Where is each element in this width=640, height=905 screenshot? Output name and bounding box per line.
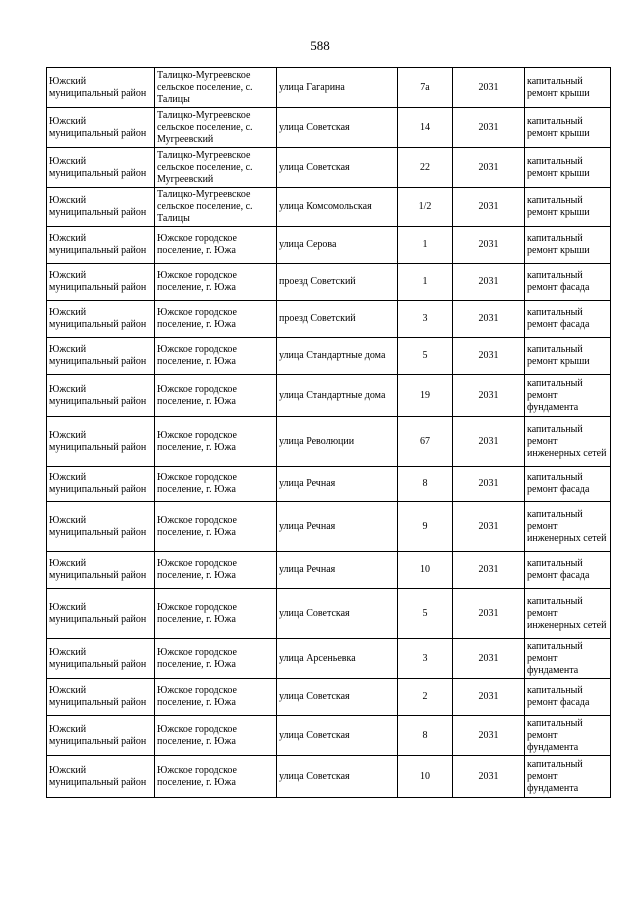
- work-type-cell: капитальный ремонт крыши: [525, 338, 611, 375]
- street-cell: улица Советская: [277, 108, 398, 148]
- district-cell: Южский муниципальный район: [47, 68, 155, 108]
- settlement-cell: Южское городское поселение, г. Южа: [155, 417, 277, 467]
- table-row: [47, 148, 611, 188]
- table-row: [47, 188, 611, 227]
- settlement-cell: Южское городское поселение, г. Южа: [155, 467, 277, 502]
- settlement-cell: Талицко-Мугреевское сельское поселение, с. Мугреевский: [155, 108, 277, 148]
- house-number-cell: 14: [398, 108, 453, 148]
- settlement-cell: Южское городское поселение, г. Южа: [155, 756, 277, 798]
- settlement-cell: Южское городское поселение, г. Южа: [155, 301, 277, 338]
- year-cell: 2031: [453, 467, 525, 502]
- work-type-cell: капитальный ремонт фасада: [525, 264, 611, 301]
- street-cell: улица Комсомольская: [277, 188, 398, 227]
- year-cell: 2031: [453, 108, 525, 148]
- year-cell: 2031: [453, 301, 525, 338]
- repair-schedule-table: [46, 67, 611, 798]
- work-type-cell: капитальный ремонт крыши: [525, 68, 611, 108]
- table-row: [47, 68, 611, 108]
- table-row: [47, 264, 611, 301]
- year-cell: 2031: [453, 679, 525, 716]
- table-row: [47, 502, 611, 552]
- house-number-cell: 7а: [398, 68, 453, 108]
- district-cell: Южский муниципальный район: [47, 467, 155, 502]
- house-number-cell: 22: [398, 148, 453, 188]
- street-cell: улица Советская: [277, 716, 398, 756]
- street-cell: улица Стандартные дома: [277, 375, 398, 417]
- district-cell: Южский муниципальный район: [47, 679, 155, 716]
- district-cell: Южский муниципальный район: [47, 375, 155, 417]
- year-cell: 2031: [453, 338, 525, 375]
- street-cell: улица Советская: [277, 148, 398, 188]
- district-cell: Южский муниципальный район: [47, 502, 155, 552]
- settlement-cell: Южское городское поселение, г. Южа: [155, 375, 277, 417]
- street-cell: улица Арсеньевка: [277, 639, 398, 679]
- house-number-cell: 67: [398, 417, 453, 467]
- house-number-cell: 2: [398, 679, 453, 716]
- work-type-cell: капитальный ремонт фасада: [525, 467, 611, 502]
- work-type-cell: капитальный ремонт фундамента: [525, 639, 611, 679]
- work-type-cell: капитальный ремонт фасада: [525, 301, 611, 338]
- work-type-cell: капитальный ремонт инженерных сетей: [525, 502, 611, 552]
- street-cell: улица Советская: [277, 679, 398, 716]
- table-row: [47, 756, 611, 798]
- table-row: [47, 227, 611, 264]
- year-cell: 2031: [453, 502, 525, 552]
- street-cell: улица Советская: [277, 589, 398, 639]
- house-number-cell: 5: [398, 589, 453, 639]
- street-cell: улица Советская: [277, 756, 398, 798]
- table-row: [47, 639, 611, 679]
- year-cell: 2031: [453, 639, 525, 679]
- house-number-cell: 1/2: [398, 188, 453, 227]
- house-number-cell: 10: [398, 756, 453, 798]
- settlement-cell: Южское городское поселение, г. Южа: [155, 227, 277, 264]
- settlement-cell: Южское городское поселение, г. Южа: [155, 552, 277, 589]
- work-type-cell: капитальный ремонт фасада: [525, 552, 611, 589]
- year-cell: 2031: [453, 756, 525, 798]
- work-type-cell: капитальный ремонт фасада: [525, 679, 611, 716]
- settlement-cell: Южское городское поселение, г. Южа: [155, 338, 277, 375]
- street-cell: проезд Советский: [277, 264, 398, 301]
- table-row: [47, 108, 611, 148]
- settlement-cell: Южское городское поселение, г. Южа: [155, 589, 277, 639]
- house-number-cell: 9: [398, 502, 453, 552]
- year-cell: 2031: [453, 227, 525, 264]
- table-row: [47, 417, 611, 467]
- house-number-cell: 10: [398, 552, 453, 589]
- district-cell: Южский муниципальный район: [47, 301, 155, 338]
- district-cell: Южский муниципальный район: [47, 227, 155, 264]
- table-row: [47, 716, 611, 756]
- street-cell: улица Стандартные дома: [277, 338, 398, 375]
- table-row: [47, 467, 611, 502]
- work-type-cell: капитальный ремонт инженерных сетей: [525, 589, 611, 639]
- settlement-cell: Южское городское поселение, г. Южа: [155, 502, 277, 552]
- house-number-cell: 19: [398, 375, 453, 417]
- work-type-cell: капитальный ремонт крыши: [525, 227, 611, 264]
- settlement-cell: Талицко-Мугреевское сельское поселение, с. Мугреевский: [155, 148, 277, 188]
- year-cell: 2031: [453, 264, 525, 301]
- work-type-cell: капитальный ремонт инженерных сетей: [525, 417, 611, 467]
- district-cell: Южский муниципальный район: [47, 188, 155, 227]
- district-cell: Южский муниципальный район: [47, 338, 155, 375]
- year-cell: 2031: [453, 716, 525, 756]
- page-number: 588: [310, 38, 330, 53]
- house-number-cell: 5: [398, 338, 453, 375]
- street-cell: улица Гагарина: [277, 68, 398, 108]
- year-cell: 2031: [453, 552, 525, 589]
- house-number-cell: 8: [398, 716, 453, 756]
- settlement-cell: Талицко-Мугреевское сельское поселение, с. Талицы: [155, 68, 277, 108]
- year-cell: 2031: [453, 148, 525, 188]
- district-cell: Южский муниципальный район: [47, 108, 155, 148]
- district-cell: Южский муниципальный район: [47, 639, 155, 679]
- street-cell: улица Речная: [277, 552, 398, 589]
- street-cell: улица Серова: [277, 227, 398, 264]
- street-cell: улица Речная: [277, 467, 398, 502]
- table-row: [47, 552, 611, 589]
- year-cell: 2031: [453, 375, 525, 417]
- table-row: [47, 679, 611, 716]
- house-number-cell: 3: [398, 639, 453, 679]
- district-cell: Южский муниципальный район: [47, 417, 155, 467]
- work-type-cell: капитальный ремонт фундамента: [525, 756, 611, 798]
- table-body: [47, 68, 611, 798]
- table-row: [47, 338, 611, 375]
- settlement-cell: Южское городское поселение, г. Южа: [155, 716, 277, 756]
- house-number-cell: 8: [398, 467, 453, 502]
- work-type-cell: капитальный ремонт крыши: [525, 148, 611, 188]
- year-cell: 2031: [453, 68, 525, 108]
- street-cell: проезд Советский: [277, 301, 398, 338]
- settlement-cell: Талицко-Мугреевское сельское поселение, с. Талицы: [155, 188, 277, 227]
- street-cell: улица Революции: [277, 417, 398, 467]
- district-cell: Южский муниципальный район: [47, 264, 155, 301]
- work-type-cell: капитальный ремонт фундамента: [525, 716, 611, 756]
- year-cell: 2031: [453, 589, 525, 639]
- settlement-cell: Южское городское поселение, г. Южа: [155, 679, 277, 716]
- district-cell: Южский муниципальный район: [47, 716, 155, 756]
- work-type-cell: капитальный ремонт крыши: [525, 108, 611, 148]
- district-cell: Южский муниципальный район: [47, 756, 155, 798]
- work-type-cell: капитальный ремонт крыши: [525, 188, 611, 227]
- district-cell: Южский муниципальный район: [47, 552, 155, 589]
- year-cell: 2031: [453, 417, 525, 467]
- settlement-cell: Южское городское поселение, г. Южа: [155, 264, 277, 301]
- table-row: [47, 301, 611, 338]
- table-row: [47, 375, 611, 417]
- house-number-cell: 3: [398, 301, 453, 338]
- district-cell: Южский муниципальный район: [47, 148, 155, 188]
- year-cell: 2031: [453, 188, 525, 227]
- work-type-cell: капитальный ремонт фундамента: [525, 375, 611, 417]
- street-cell: улица Речная: [277, 502, 398, 552]
- settlement-cell: Южское городское поселение, г. Южа: [155, 639, 277, 679]
- house-number-cell: 1: [398, 264, 453, 301]
- house-number-cell: 1: [398, 227, 453, 264]
- district-cell: Южский муниципальный район: [47, 589, 155, 639]
- table-row: [47, 589, 611, 639]
